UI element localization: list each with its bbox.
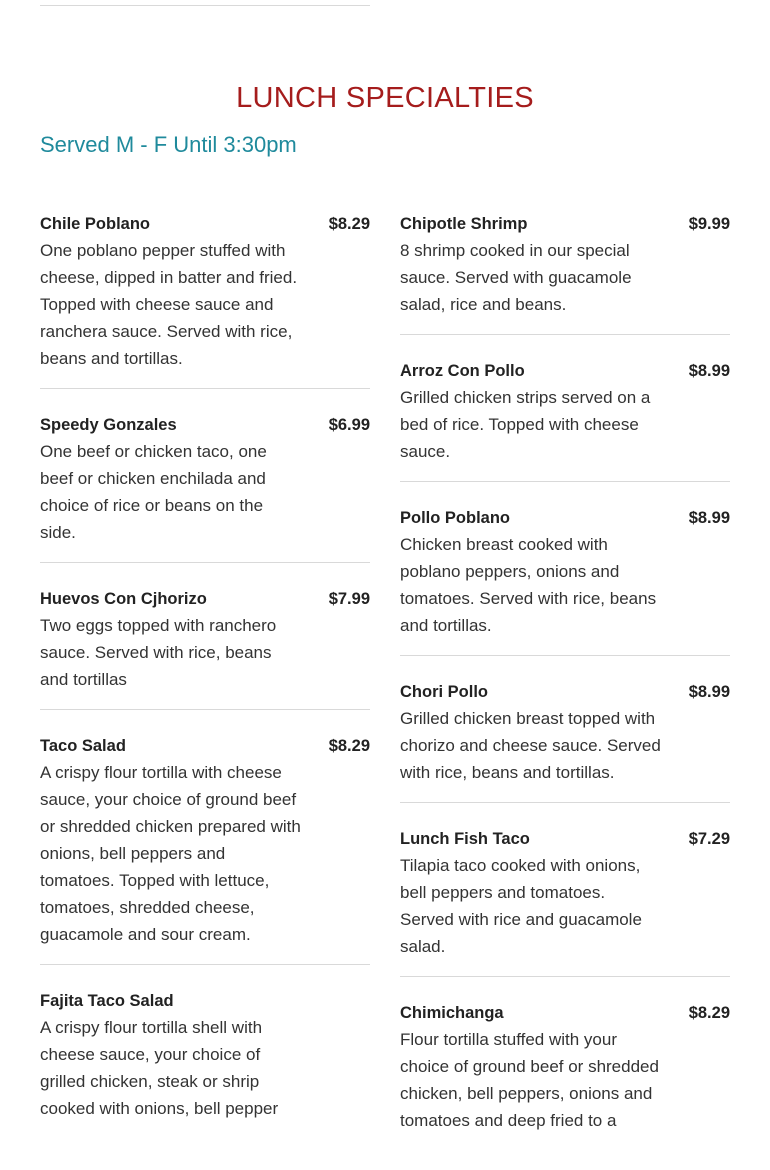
menu-item-description: Grilled chicken strips served on a bed of rice. Topped with cheese sauce. — [400, 388, 651, 461]
menu-item-name: Lunch Fish Taco — [400, 830, 530, 848]
menu-item-price: $6.99 — [328, 416, 370, 434]
menu-item-price: $7.99 — [328, 590, 370, 608]
menu-item-description: Tilapia taco cooked with onions, bell peppers and tomatoes. Served with rice and guacamole salad. — [400, 856, 642, 956]
menu-item — [400, 502, 730, 656]
menu-column-left — [40, 208, 370, 1158]
menu-item-name: Chile Poblano — [40, 215, 151, 233]
menu-item-description: Grilled chicken breast topped with chorizo and cheese sauce. Served with rice, beans and tortillas. — [400, 709, 661, 782]
menu-item — [400, 208, 730, 335]
menu-item — [40, 985, 370, 1138]
menu-item — [40, 409, 370, 563]
menu-item-name: Fajita Taco Salad — [40, 992, 174, 1010]
menu-item — [40, 730, 370, 965]
menu-item-name: Chimichanga — [400, 1004, 504, 1022]
menu-item-name: Huevos Con Cjhorizo — [40, 590, 207, 608]
menu-item-price: $8.29 — [328, 737, 370, 755]
menu-item-price: $8.99 — [688, 509, 730, 527]
menu-item-name: Pollo Poblano — [400, 509, 510, 527]
menu-item-description: Chicken breast cooked with poblano peppers, onions and tomatoes. Served with rice, beans and tortillas. — [400, 535, 657, 635]
menu-item — [400, 676, 730, 803]
menu-item-description: One poblano pepper stuffed with cheese, dipped in batter and fried. Topped with cheese sauce and ranchera sauce. Served with rice, beans and tortillas. — [40, 241, 298, 368]
menu-item-name: Chipotle Shrimp — [400, 215, 528, 233]
menu-item-description: A crispy flour tortilla shell with cheese sauce, your choice of grilled chicken, steak or shrip cooked with onions, bell pepper — [40, 1018, 279, 1118]
menu-column-right — [400, 208, 730, 1170]
top-divider — [40, 5, 370, 6]
menu-item-name: Taco Salad — [40, 737, 126, 755]
menu-item — [400, 355, 730, 482]
menu-item — [40, 208, 370, 389]
menu-item-description: 8 shrimp cooked in our special sauce. Served with guacamole salad, rice and beans. — [400, 241, 632, 314]
menu-item-name: Chori Pollo — [400, 683, 488, 701]
menu-item-price: $7.29 — [688, 830, 730, 848]
section-subtitle: Served M - F Until 3:30pm — [40, 132, 297, 157]
menu-item-price: $9.99 — [688, 215, 730, 233]
menu-item-description: Two eggs topped with ranchero sauce. Served with rice, beans and tortillas — [40, 616, 277, 689]
menu-item-price: $8.29 — [328, 215, 370, 233]
menu-item-description: One beef or chicken taco, one beef or chicken enchilada and choice of rice or beans on the side. — [40, 442, 267, 542]
menu-item-description: A crispy flour tortilla with cheese sauce, your choice of ground beef or shredded chicken prepared with onions, bell peppers and tomatoes. Topped with lettuce, tomatoes, shredded cheese, guacamole and sour cream. — [40, 763, 301, 944]
menu-item-description: Flour tortilla stuffed with your choice of ground beef or shredded chicken, bell peppers, onions and tomatoes and deep fried to a — [400, 1030, 659, 1130]
menu-item — [40, 583, 370, 710]
menu-item — [400, 823, 730, 977]
menu-item — [400, 997, 730, 1150]
menu-item-price: $8.99 — [688, 683, 730, 701]
menu-item-price: $8.99 — [688, 362, 730, 380]
section-title: LUNCH SPECIALTIES — [236, 82, 534, 114]
menu-item-name: Arroz Con Pollo — [400, 362, 525, 380]
menu-item-name: Speedy Gonzales — [40, 416, 177, 434]
menu-item-price: $8.29 — [688, 1004, 730, 1022]
